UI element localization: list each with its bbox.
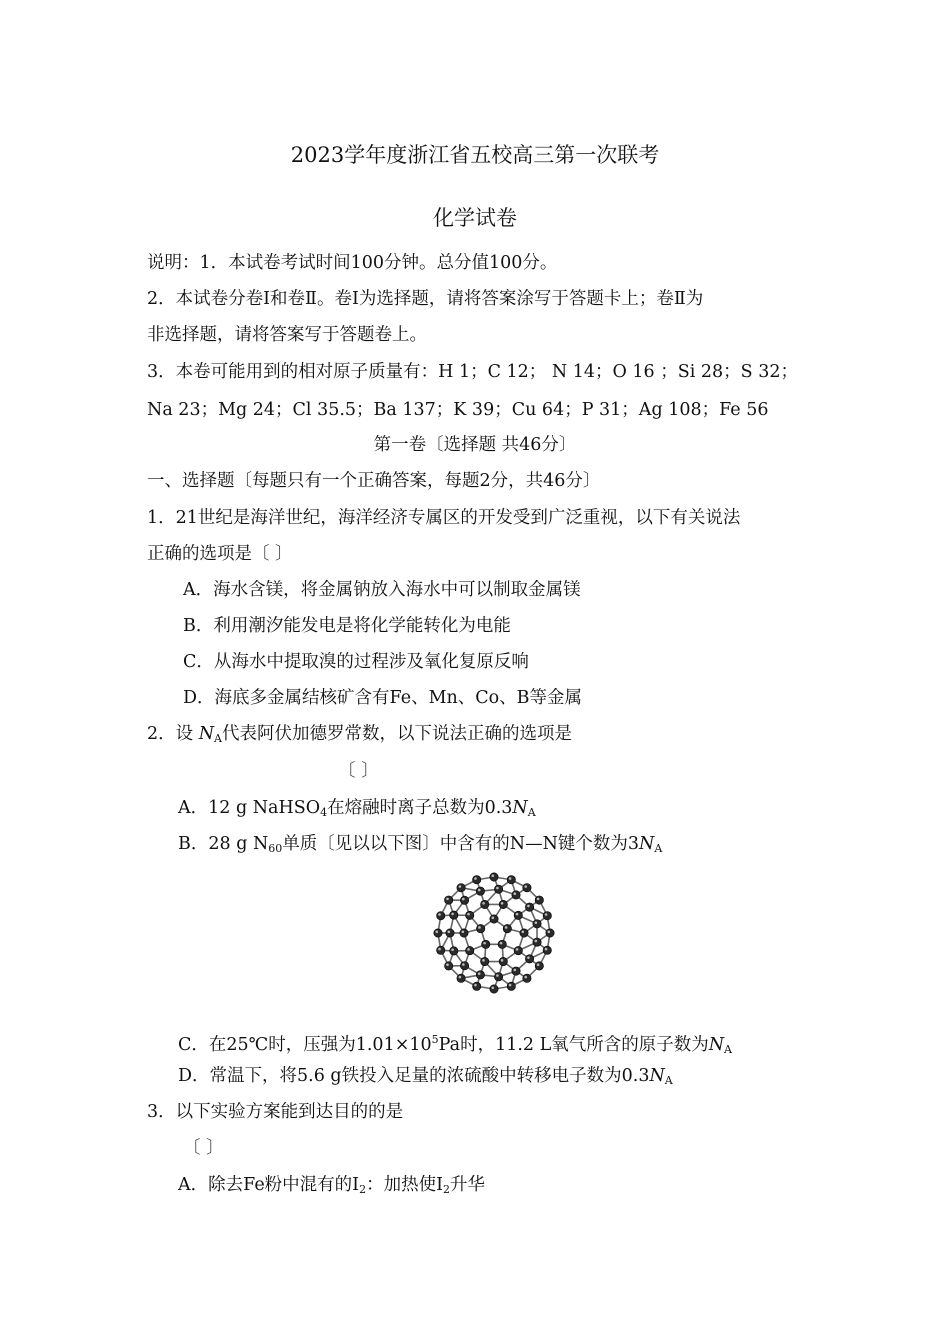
q1-option-c: C．从海水中提取溴的过程涉及氧化复原反响 [183,652,529,672]
q2-stem-post: 代表阿伏加德罗常数，以下说法正确的选项是 [221,724,572,744]
atom-highlight [527,956,530,959]
atom-42 [457,974,465,982]
atom-highlight [448,931,451,934]
atom-highlight [522,931,525,934]
atom-35 [546,929,554,937]
atom-highlight [496,974,499,977]
atom-36 [543,946,551,954]
atom-41 [472,982,480,990]
atom-highlight [516,913,519,916]
atom-highlight [451,913,454,916]
atom-38 [523,974,531,982]
atom-highlight [492,917,495,920]
atom-25 [450,947,458,955]
atom-highlight [482,959,485,962]
atom-highlight [514,892,517,895]
q2-d-na: N [649,1066,665,1086]
atom-44 [437,946,445,954]
n60-molecule-figure [429,868,559,998]
q3-a-sub-1: 2 [359,1183,367,1196]
q2-a-subscript: 4 [320,806,328,819]
atom-highlight [462,931,465,934]
part-intro: 一、选择题〔每题只有一个正确答案，每题2分，共46分〕 [147,471,601,491]
atom-highlight [514,969,517,972]
instruction-line-3: 非选择题，请将答案写于答题卷上。 [147,325,427,345]
atom-21 [512,967,520,975]
atom-highlight [467,913,470,916]
q2-c-na-sub: A [724,1043,732,1056]
atom-43 [444,962,452,970]
atom-highlight [474,984,477,987]
atom-9 [499,957,507,965]
atom-0 [490,915,498,923]
q1-option-d: D．海底多金属结核矿含有Fe、Mn、Co、B等金属 [183,688,583,708]
instruction-line-4: 3．本卷可能用到的相对原子质量有：H 1；C 12； N 14；O 16 ；Si 28；S 32； [147,362,798,382]
atom-12 [460,929,468,937]
atom-highlight [446,963,449,966]
atom-30 [490,873,498,881]
q1-option-a: A．海水含镁，将金属钠放入海水中可以制取金属镁 [183,580,581,600]
q2-option-a [178,797,536,824]
q2-a-na-sub: A [527,806,536,819]
atom-48 [457,883,465,891]
atom-highlight [438,913,441,916]
atom-highlight [500,942,503,945]
atom-47 [444,896,452,904]
avogadro-subscript: A [214,732,222,745]
atom-8 [514,946,522,954]
atom-32 [523,883,531,891]
q3-a-text: A．除去Fe粉中混有的I [178,1175,360,1195]
atom-3 [482,940,490,948]
atom-49 [472,876,480,884]
atom-10 [481,957,489,965]
atom-highlight [492,987,495,990]
atom-6 [514,911,522,919]
q2-c-text: C．在25℃时，压强为1.01×10 [178,1035,432,1055]
atom-highlight [451,948,454,951]
atom-highlight [438,948,441,951]
q3-answer-bracket: 〔 〕 [183,1138,224,1158]
atom-highlight [545,948,548,951]
atom-highlight [492,875,495,878]
q3-a-sub-2: 2 [443,1183,451,1196]
q2-b-na-sub: A [654,842,663,855]
q2-a-na: N [512,798,528,818]
atom-7 [520,929,528,937]
atom-highlight [509,984,512,987]
atom-highlight [478,889,481,892]
atom-highlight [496,887,499,890]
atom-4 [476,924,484,932]
atom-highlight [527,905,530,908]
atom-19 [533,938,541,946]
atom-highlight [535,940,538,943]
q2-d-na-sub: A [664,1074,673,1087]
page-subtitle: 化学试卷 [433,206,517,230]
atom-highlight [505,926,508,929]
atom-27 [450,911,458,919]
atom-39 [507,982,515,990]
atom-23 [476,971,484,979]
atom-highlight [462,898,465,901]
atom-37 [535,962,543,970]
atom-46 [437,911,445,919]
q2-c-mid: Pa时，11.2 L氧气所含的原子数为 [438,1035,709,1055]
atom-11 [466,946,474,954]
instruction-line-5: Na 23；Mg 24；Cl 35.5；Ba 137；K 39；Cu 64；P 31；Ag 108；Fe 56 [147,400,769,420]
atom-26 [446,929,454,937]
atom-1 [503,924,511,932]
atom-29 [476,887,484,895]
atom-45 [434,929,442,937]
atom-14 [481,900,489,908]
atom-28 [460,896,468,904]
atom-16 [512,891,520,899]
atom-40 [490,985,498,993]
atom-highlight [446,898,449,901]
q1-option-b: B．利用潮汐能发电是将化学能转化为电能 [183,616,511,636]
atom-highlight [436,931,439,934]
atom-highlight [535,921,538,924]
q2-option-c [178,1029,732,1061]
section-heading: 第一卷〔选择题 共46分〕 [373,435,577,455]
q3-stem: 3．以下实验方案能到达目的的是 [147,1102,404,1122]
q2-b-text: B．28 g N [178,834,269,854]
atom-20 [525,955,533,963]
q2-d-text: D．常温下，将5.6 g铁投入足量的浓硫酸中转移电子数为0.3 [178,1066,650,1086]
atom-highlight [501,902,504,905]
atom-highlight [537,898,540,901]
q2-c-superscript: 5 [431,1033,439,1046]
q1-stem-line-1: 1．21世纪是海洋世纪，海洋经济专属区的开发受到广泛重视，以下有关说法 [147,508,741,528]
atom-5 [499,900,507,908]
atom-34 [543,911,551,919]
q2-answer-bracket: 〔 〕 [338,761,379,781]
instruction-line-2: 2．本试卷分卷Ⅰ和卷Ⅱ。卷Ⅰ为选择题，请将答案涂写于答题卡上；卷Ⅱ为 [147,289,704,309]
atom-22 [494,973,502,981]
atom-highlight [516,948,519,951]
q2-a-mid: 在熔融时离子总数为0.3 [327,798,513,818]
q3-a-post: 升华 [450,1175,486,1195]
instruction-line-1: 说明：1．本试卷考试时间100分钟。总分值100分。 [147,253,558,273]
q3-a-mid: ：加热使I [366,1175,444,1195]
atom-highlight [478,972,481,975]
atom-highlight [459,885,462,888]
atom-15 [494,885,502,893]
q2-c-na: N [708,1035,725,1055]
atom-31 [507,876,515,884]
atom-highlight [545,913,548,916]
atom-17 [525,903,533,911]
atom-highlight [537,963,540,966]
atom-33 [535,896,543,904]
atom-highlight [501,959,504,962]
q2-b-na: N [639,834,655,854]
q2-stem-pre: 2．设 [147,724,199,744]
atom-highlight [524,885,527,888]
atom-highlight [467,948,470,951]
atom-highlight [509,877,512,880]
atom-highlight [483,942,486,945]
atom-highlight [462,963,465,966]
q2-option-b [178,833,662,860]
atom-highlight [474,877,477,880]
q3-option-a [178,1174,485,1201]
page-title: 2023学年度浙江省五校高三第一次联考 [290,143,660,167]
atom-highlight [524,976,527,979]
atom-24 [460,961,468,969]
atom-18 [533,920,541,928]
q2-b-mid: 单质〔见以以下图〕中含有的N—N键个数为3 [282,834,640,854]
atom-highlight [478,926,481,929]
atom-highlight [459,976,462,979]
q2-option-d [178,1065,673,1092]
q2-b-subscript: 60 [268,842,283,855]
q1-stem-line-2: 正确的选项是〔 〕 [147,544,293,564]
q2-stem [147,723,572,750]
avogadro-symbol: N [198,724,215,744]
q2-a-text: A．12 g NaHSO [178,798,321,818]
atom-13 [466,911,474,919]
atom-2 [498,940,506,948]
atom-highlight [548,931,551,934]
atom-highlight [482,902,485,905]
